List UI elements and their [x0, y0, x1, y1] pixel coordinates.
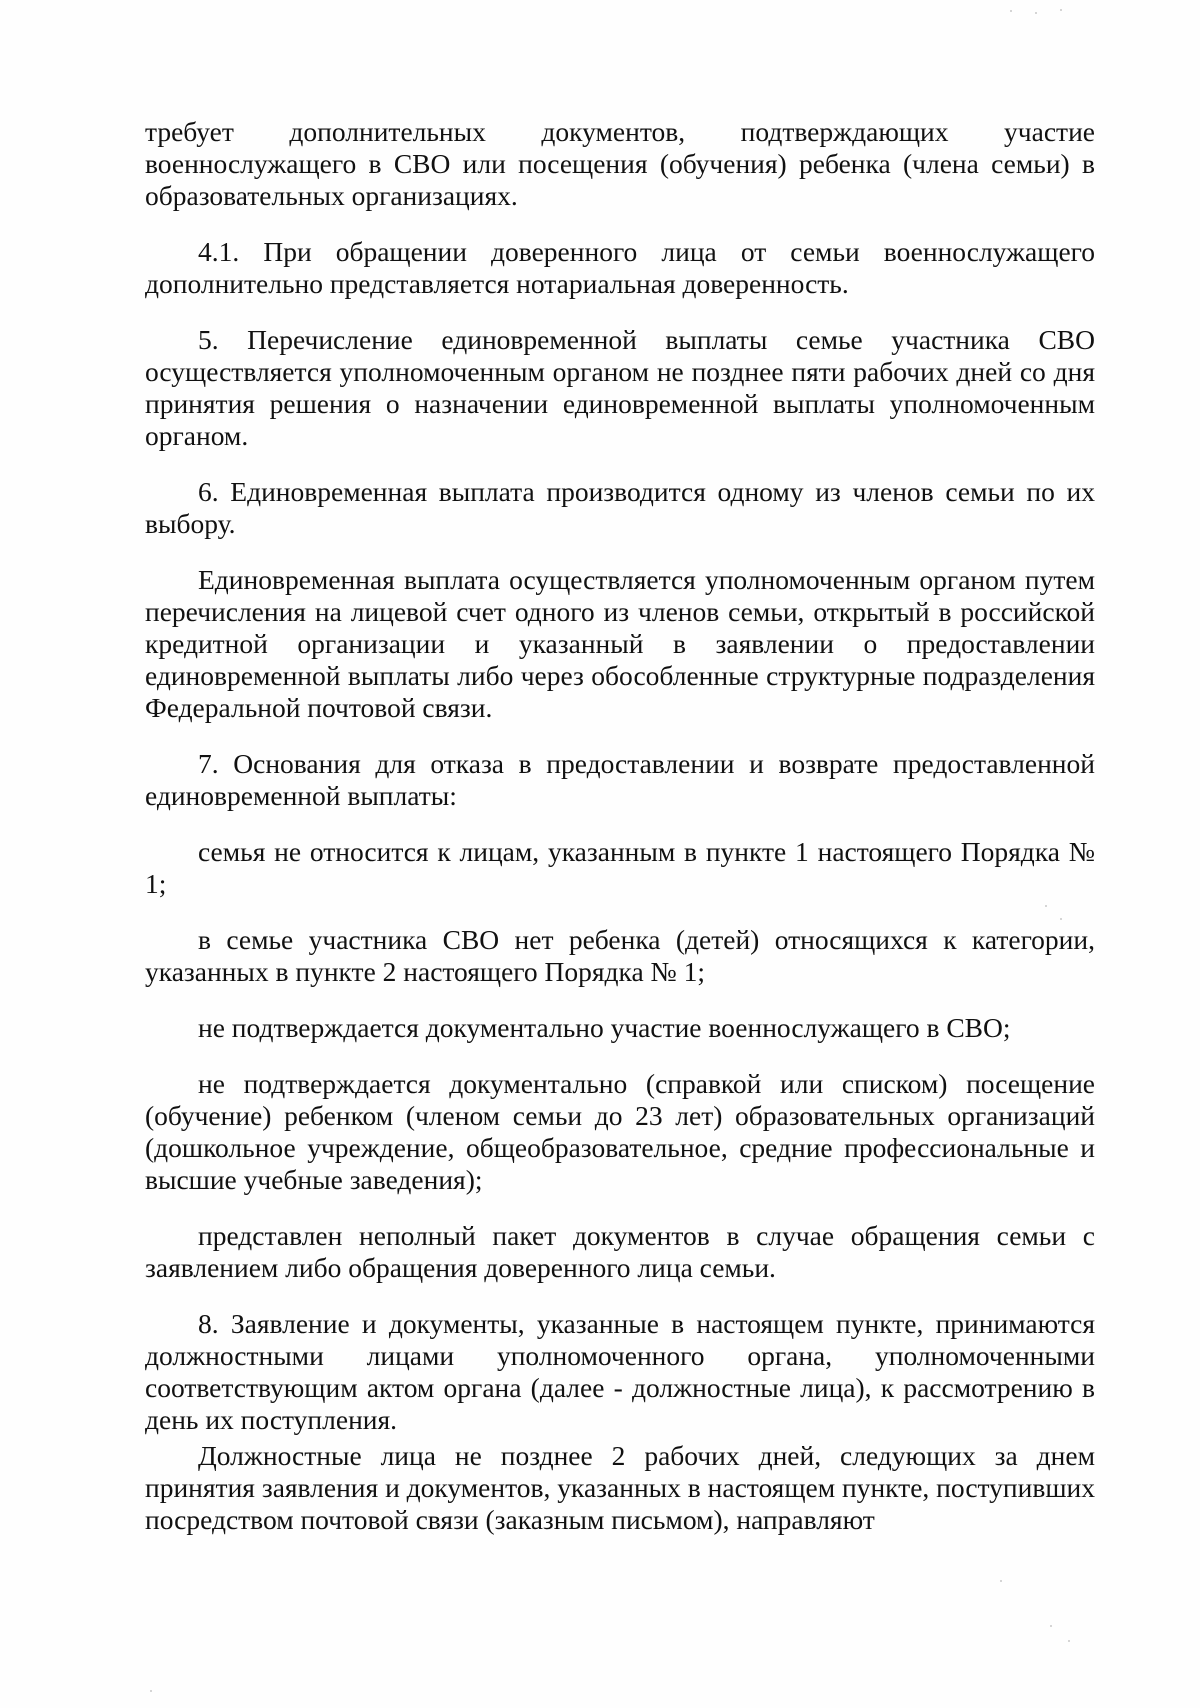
- scan-speck: [1050, 1625, 1052, 1627]
- scan-speck: [150, 1690, 152, 1692]
- refusal-reason-4: не подтверждается документально (справкой или списком) посещение (обучение) ребенком (членом семьи до 23 лет) образовательных организаций (дошкольное учреждение, общеобразовательное, средние профессиональные и высшие учебные заведения);: [145, 1068, 1095, 1195]
- refusal-reason-5: представлен неполный пакет документов в случае обращения семьи с заявлением либо обращения доверенного лица семьи.: [145, 1220, 1095, 1283]
- refusal-reason-3: не подтверждается документально участие военнослужащего в СВО;: [198, 1012, 1011, 1043]
- refusal-reason-1: семья не относится к лицам, указанным в пункте 1 настоящего Порядка № 1;: [145, 836, 1095, 899]
- refusal-reason-2: в семье участника СВО нет ребенка (детей) относящихся к категории, указанных в пункте 2 настоящего Порядка № 1;: [145, 924, 1095, 987]
- paragraph-6-detail: Единовременная выплата осуществляется уполномоченным органом путем перечисления на лицевой счет одного из членов семьи, открытый в российской кредитной организации и указанный в заявлении о предоставлении единовременной выплаты либо через обособленные структурные подразделения Федеральной почтовой связи.: [145, 564, 1095, 723]
- scan-speck: [1010, 10, 1012, 12]
- document-body: [145, 116, 1095, 1536]
- paragraph-8: 8. Заявление и документы, указанные в настоящем пункте, принимаются должностными лицами уполномоченного органа, уполномоченными соответствующим актом органа (далее - должностные лица), к рассмотрению в день их поступления.: [145, 1308, 1095, 1435]
- paragraph-continuation: требует дополнительных документов, подтверждающих участие военнослужащего в СВО или посещения (обучения) ребенка (члена семьи) в образовательных организациях.: [145, 116, 1095, 211]
- paragraph-4-1: 4.1. При обращении доверенного лица от семьи военнослужащего дополнительно представляется нотариальная доверенность.: [145, 236, 1095, 299]
- paragraph-8-detail: Должностные лица не позднее 2 рабочих дней, следующих за днем принятия заявления и документов, указанных в настоящем пункте, поступивших посредством почтовой связи (заказным письмом), направляют: [145, 1440, 1095, 1535]
- paragraph-6: 6. Единовременная выплата производится одному из членов семьи по их выбору.: [145, 476, 1095, 539]
- scan-speck: [1000, 1580, 1002, 1582]
- scan-speck: [1068, 1640, 1070, 1642]
- scan-speck: [1035, 12, 1037, 14]
- paragraph-5: 5. Перечисление единовременной выплаты семье участника СВО осуществляется уполномоченным органом не позднее пяти рабочих дней со дня принятия решения о назначении единовременной выплаты уполномоченным органом.: [145, 324, 1095, 451]
- paragraph-7: 7. Основания для отказа в предоставлении и возврате предоставленной единовременной выплаты:: [145, 748, 1095, 811]
- scan-speck: [1060, 9, 1062, 11]
